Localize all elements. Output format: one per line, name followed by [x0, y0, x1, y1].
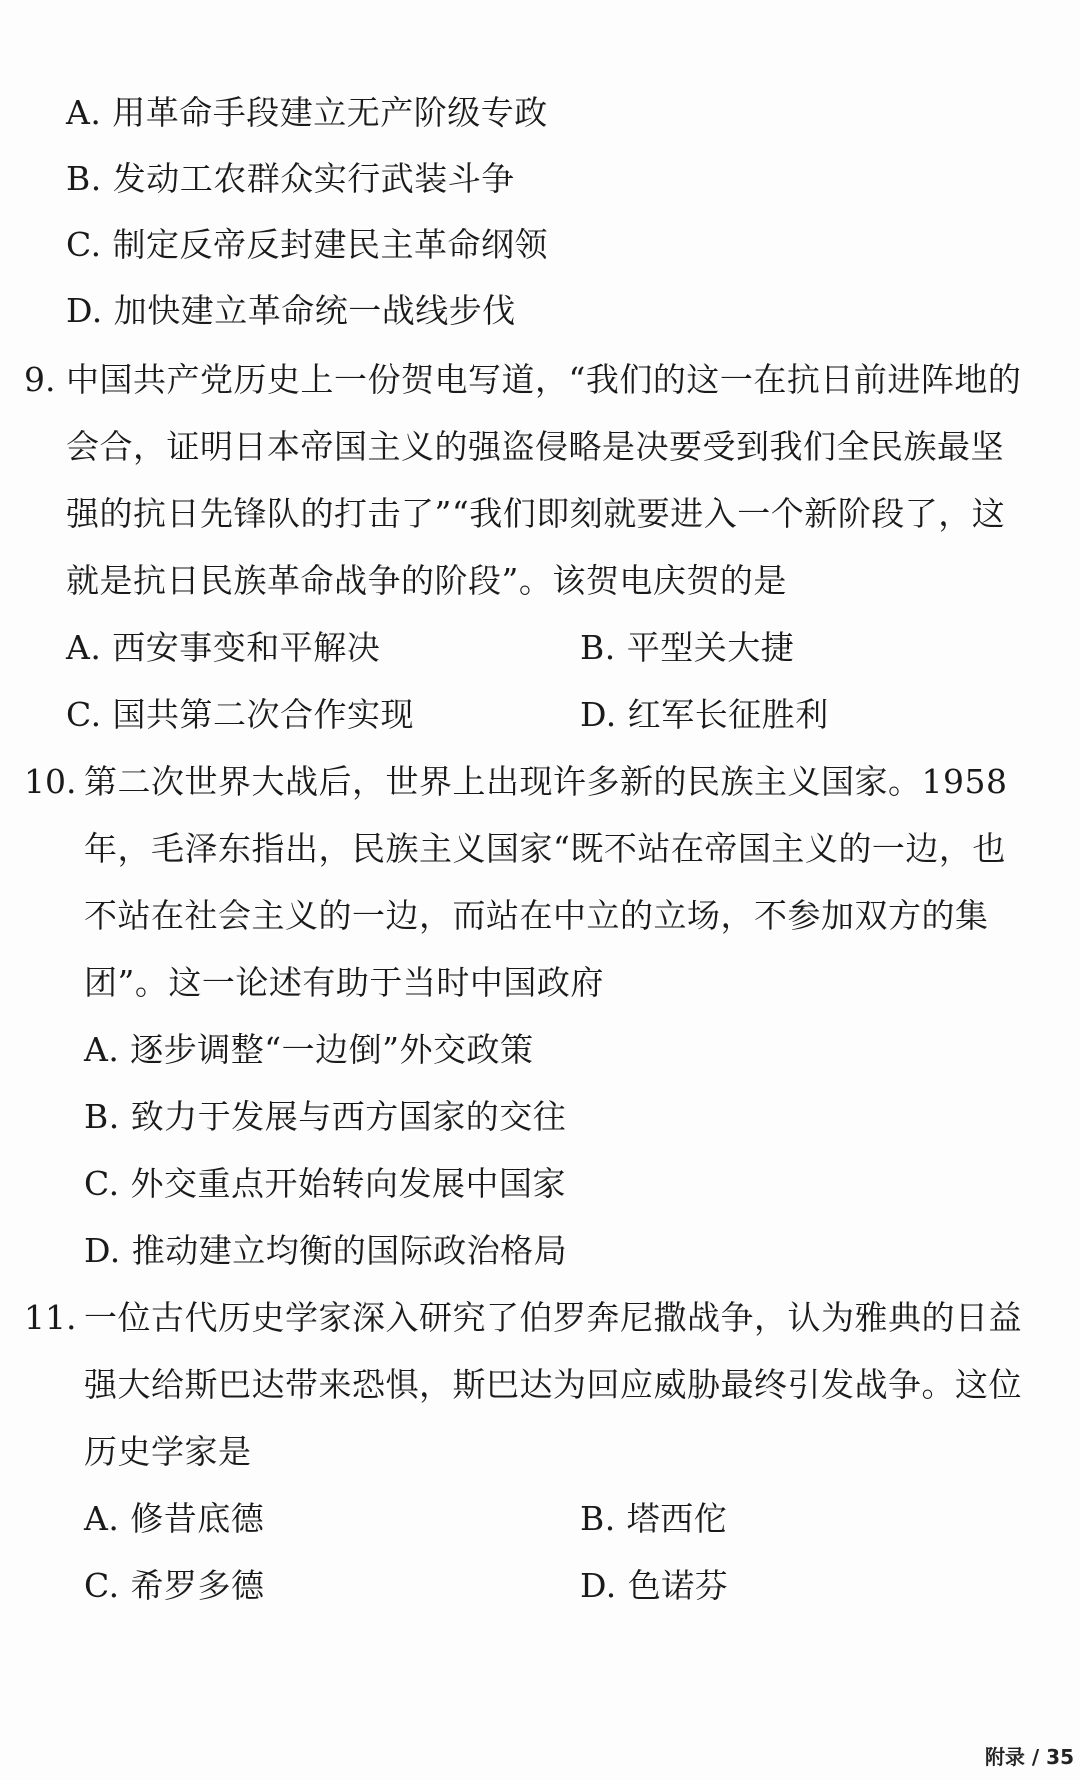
- q8-option-c: C. 制定反帝反封建民主革命纲领: [66, 225, 549, 264]
- q10-option-c: C. 外交重点开始转向发展中国家: [84, 1164, 567, 1203]
- q9-number: 9.: [24, 360, 56, 399]
- q9-option-c: C. 国共第二次合作实现: [66, 695, 415, 734]
- q11-option-a: A. 修昔底德: [84, 1499, 265, 1538]
- q8-option-d: D. 加快建立革命统一战线步伐: [66, 291, 516, 330]
- q11-number: 11.: [24, 1298, 77, 1337]
- q11-stem-line-1: 一位古代历史学家深入研究了伯罗奔尼撒战争，认为雅典的日益: [84, 1298, 1022, 1337]
- q10-stem-line-4: 团”。这一论述有助于当时中国政府: [84, 963, 604, 1002]
- q8-option-a: A. 用革命手段建立无产阶级专政: [66, 93, 548, 132]
- q9-option-b: B. 平型关大捷: [580, 628, 795, 667]
- q9-option-d: D. 红军长征胜利: [580, 695, 829, 734]
- q11-option-b: B. 塔西佗: [580, 1499, 728, 1538]
- q10-stem-line-2: 年，毛泽东指出，民族主义国家“既不站在帝国主义的一边，也: [84, 829, 1006, 868]
- q10-stem-line-1: 第二次世界大战后，世界上出现许多新的民族主义国家。1958: [84, 762, 1008, 801]
- q10-number: 10.: [24, 762, 77, 801]
- q10-stem-line-3: 不站在社会主义的一边，而站在中立的立场，不参加双方的集: [84, 896, 989, 935]
- page-footer: 附录 / 35: [984, 1745, 1074, 1769]
- q8-option-b: B. 发动工农群众实行武装斗争: [66, 159, 515, 198]
- q9-stem-line-1: 中国共产党历史上一份贺电写道，“我们的这一在抗日前进阵地的: [66, 360, 1022, 399]
- q10-option-d: D. 推动建立均衡的国际政治格局: [84, 1231, 568, 1270]
- q9-stem-line-3: 强的抗日先锋队的打击了”“我们即刻就要进入一个新阶段了，这: [66, 494, 1006, 533]
- q9-stem-line-2: 会合，证明日本帝国主义的强盗侵略是决要受到我们全民族最坚: [66, 427, 1004, 466]
- q11-stem-line-2: 强大给斯巴达带来恐惧，斯巴达为回应威胁最终引发战争。这位: [84, 1365, 1022, 1404]
- q11-stem-line-3: 历史学家是: [84, 1432, 252, 1471]
- q10-option-b: B. 致力于发展与西方国家的交往: [84, 1097, 567, 1136]
- q10-option-a: A. 逐步调整“一边倒”外交政策: [84, 1030, 534, 1069]
- q11-option-d: D. 色诺芬: [580, 1566, 729, 1605]
- q9-stem-line-4: 就是抗日民族革命战争的阶段”。该贺电庆贺的是: [66, 561, 787, 600]
- q9-option-a: A. 西安事变和平解决: [66, 628, 381, 667]
- q11-option-c: C. 希罗多德: [84, 1566, 265, 1605]
